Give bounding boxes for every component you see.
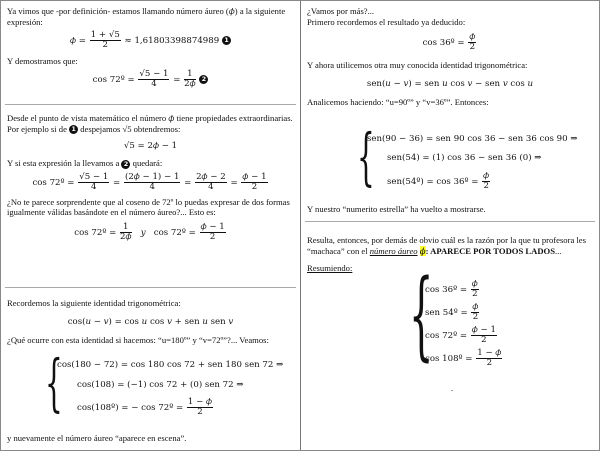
conclusion-text: y nuevamente el número áureo “aparece en escena”. <box>7 433 187 443</box>
phi-numerator: 1 + √5 <box>90 30 120 40</box>
frac-den: 2 <box>209 231 216 242</box>
section-summary <box>301 235 599 274</box>
substitute-text: ¿Qué ocurre con esta identidad si hacemos: “u=180º” y “v=72º”?... Veamos: <box>7 334 269 345</box>
cos72-equation <box>7 70 294 89</box>
golden-number-underlined: número áureo <box>369 245 418 256</box>
frac-den: 2 <box>469 42 476 52</box>
system-line-3-fraction <box>482 172 490 191</box>
summary-heading: Resumiendo: <box>307 263 353 273</box>
divider <box>5 287 296 288</box>
frac-num: (2𝜙 − 1) − 1 <box>124 171 180 182</box>
summary-fraction <box>471 280 479 299</box>
section-phi-definition <box>1 6 300 89</box>
frac-den: 2 <box>481 335 487 345</box>
text-run: despejamos √5 obtendremos: <box>80 123 181 134</box>
phi-approx: ≈ 1,61803398874989 <box>124 36 220 46</box>
frac-den: 2 <box>251 181 258 192</box>
summary-line-sen54 <box>425 303 480 322</box>
system-line-2: cos(108) = (−1) cos 72 + (0) sen 72 ⇒ <box>77 380 244 390</box>
form-a-fraction <box>120 223 131 242</box>
frac-den: 4 <box>208 181 214 192</box>
identity-intro: Recordemos la siguiente identidad trigonométrica: <box>7 298 181 308</box>
substitution-text <box>7 158 294 169</box>
section-properties <box>1 113 300 242</box>
section-sen-identity <box>301 6 599 107</box>
phi-lhs: 𝜙 = <box>70 36 86 46</box>
cos36-equation <box>307 33 593 52</box>
more-text: ¿Vamos por más?... <box>307 6 375 16</box>
eq-lhs: cos 36º = <box>422 38 465 48</box>
badge-2: 2 <box>121 160 130 169</box>
text-run: Y si esta expresión la llevamos a <box>7 158 120 169</box>
left-brace: { <box>357 120 375 193</box>
cos72-fraction-b <box>184 70 195 89</box>
system-line-3 <box>387 172 491 191</box>
frac-num: 𝜙 <box>472 302 479 312</box>
eq-lhs: cos 36º = <box>425 285 468 295</box>
properties-text <box>7 113 294 134</box>
eq-lhs: cos 72º = <box>425 331 468 341</box>
eq-lhs: cos 72º = <box>32 177 75 188</box>
cos72-chain-equation: cos 72º = $\frac{√5 - 1}{4}$ = $\frac{\text{(2𝜙 − 1) − 1}}{4}$ = $\frac{\text{2𝜙 − 2}}{4}$ = $\frac{\text{𝜙 − 1}}{2}$ <box>32 171 267 192</box>
frac-num: 𝜙 <box>469 32 476 42</box>
frac-num: 𝜙 − 1 <box>242 171 267 182</box>
star-number-text: Y nuestro “numerito estrella” ha vuelto a mostrarse. <box>307 204 486 214</box>
sen54-system <box>357 120 597 194</box>
frac-den: 2 <box>472 289 478 299</box>
eq-lhs: sen 54º = <box>425 308 468 318</box>
frac-num: 1 <box>184 70 195 80</box>
eq-lhs: cos 72º = <box>153 227 196 238</box>
use-identity-text: Y ahora utilicemos otra muy conocida identidad trigonométrica: <box>307 60 528 70</box>
phi-highlight: 𝜙 <box>419 245 426 256</box>
frac-num: 𝜙 <box>471 279 478 289</box>
phi-fraction <box>90 31 121 50</box>
frac-den: 4 <box>151 78 157 89</box>
system-line-1: cos(180 − 72) = cos 180 cos 72 + sen 180 sen 72 ⇒ <box>57 360 284 370</box>
text-run: Resulta, entonces, por demás de obvio cuál es la razón por la que tu profesora les “machaca” con el <box>307 235 586 256</box>
result-text <box>307 235 593 256</box>
phi-denominator: 2 <box>102 40 108 50</box>
badge-1: 1 <box>222 36 231 45</box>
summary-line-cos108 <box>425 349 503 368</box>
frac-den: 2 <box>483 181 489 191</box>
badge-1: 1 <box>69 125 78 134</box>
system-line-3 <box>77 398 214 417</box>
left-brace: { <box>409 259 434 371</box>
summary-system <box>409 259 589 373</box>
system-line-3-fraction <box>187 398 213 417</box>
chain-frac-1 <box>78 173 109 192</box>
chain-frac-2 <box>124 173 180 192</box>
summary-fraction <box>471 303 479 322</box>
phi-equation <box>7 31 294 50</box>
eq-lhs: cos 72º = <box>74 227 117 238</box>
left-brace: { <box>45 346 63 419</box>
frac-num: 𝜙 − 1 <box>471 325 496 335</box>
chain-frac-3 <box>195 173 227 192</box>
equals: = <box>173 74 181 85</box>
cos72-fraction-a <box>138 70 169 89</box>
cos36-fraction <box>468 33 476 52</box>
frac-num: 1 − 𝜙 <box>477 348 502 358</box>
trailing-dot: . <box>451 383 454 393</box>
eq-lhs: sen(54º) = cos 36º = <box>387 177 479 187</box>
frac-den: 2𝜙 <box>120 231 132 242</box>
sen-diff-identity: sen(𝑢 − 𝑣) = sen 𝑢 cos 𝑣 − sen 𝑣 cos 𝑢 <box>366 78 534 89</box>
frac-den: 4 <box>149 181 155 192</box>
divider <box>305 221 595 222</box>
conjunction: y <box>140 227 146 238</box>
form-b-fraction <box>200 223 226 242</box>
cos108-system <box>45 346 295 420</box>
analyze-text: Analicemos haciendo: “u=90º” y “v=36º”. Entonces: <box>307 96 489 107</box>
demo-text: Y demostramos que: <box>7 56 78 66</box>
frac-num: √5 − 1 <box>139 68 169 79</box>
system-line-1: sen(90 − 36) = sen 90 cos 36 − sen 36 cos 90 ⇒ <box>367 134 578 144</box>
eq-lhs: cos(108º) = − cos 72º = <box>77 403 184 413</box>
system-line-2: sen(54) = (1) cos 36 − sen 36 (0) ⇒ <box>387 153 542 163</box>
summary-fraction <box>471 326 497 345</box>
frac-num: 𝜙 <box>483 171 490 181</box>
frac-num: 𝜙 − 1 <box>200 221 225 232</box>
chain-frac-4 <box>241 173 267 192</box>
frac-num: 2𝜙 − 2 <box>196 171 226 182</box>
section-cos-identity <box>1 298 300 345</box>
intro-text: Ya vimos que -por definición- estamos llamando número áureo (𝜙) a la siguiente expresión: <box>7 6 286 27</box>
summary-line-cos36 <box>425 280 480 299</box>
summary-line-cos72 <box>425 326 498 345</box>
surprise-text: ¿No te parece sorprendente que al coseno de 72º lo puedas expresar de dos formas igualmente válidas basándote en el número áureo?... Esto es: <box>7 196 290 218</box>
right-column <box>301 1 599 450</box>
eq-lhs: cos 108º = <box>425 354 473 364</box>
frac-num: √5 − 1 <box>79 171 109 182</box>
frac-den: 2𝜙 <box>184 78 196 89</box>
cos72-lhs: cos 72º = <box>92 74 135 85</box>
badge-2: 2 <box>199 75 208 84</box>
frac-den: 2 <box>472 312 479 322</box>
everywhere-emphasis: : APARECE POR TODOS LADOS <box>425 245 555 256</box>
ellipsis: ... <box>555 245 562 256</box>
divider <box>5 104 296 105</box>
summary-fraction <box>476 349 502 368</box>
cos72-two-forms <box>7 223 294 242</box>
frac-den: 2 <box>486 358 493 368</box>
frac-num: 1 − 𝜙 <box>187 397 213 407</box>
text-run: quedará: <box>132 158 163 169</box>
cos-diff-identity: cos(𝑢 − 𝑣) = cos 𝑢 cos 𝑣 + sen 𝑢 sen 𝑣 <box>67 316 234 327</box>
left-column <box>1 1 301 450</box>
recall-text: Primero recordemos el resultado ya deducido: <box>307 16 466 27</box>
frac-den: 2 <box>197 407 203 417</box>
frac-den: 4 <box>91 181 97 192</box>
sqrt5-equation: √5 = 2𝜙 − 1 <box>123 141 178 152</box>
text-run: Desde el punto de vista matemático el número 𝜙 tiene propiedades extraordinarias. Por ejemplo si de <box>7 113 293 134</box>
frac-num: 1 <box>120 223 131 233</box>
